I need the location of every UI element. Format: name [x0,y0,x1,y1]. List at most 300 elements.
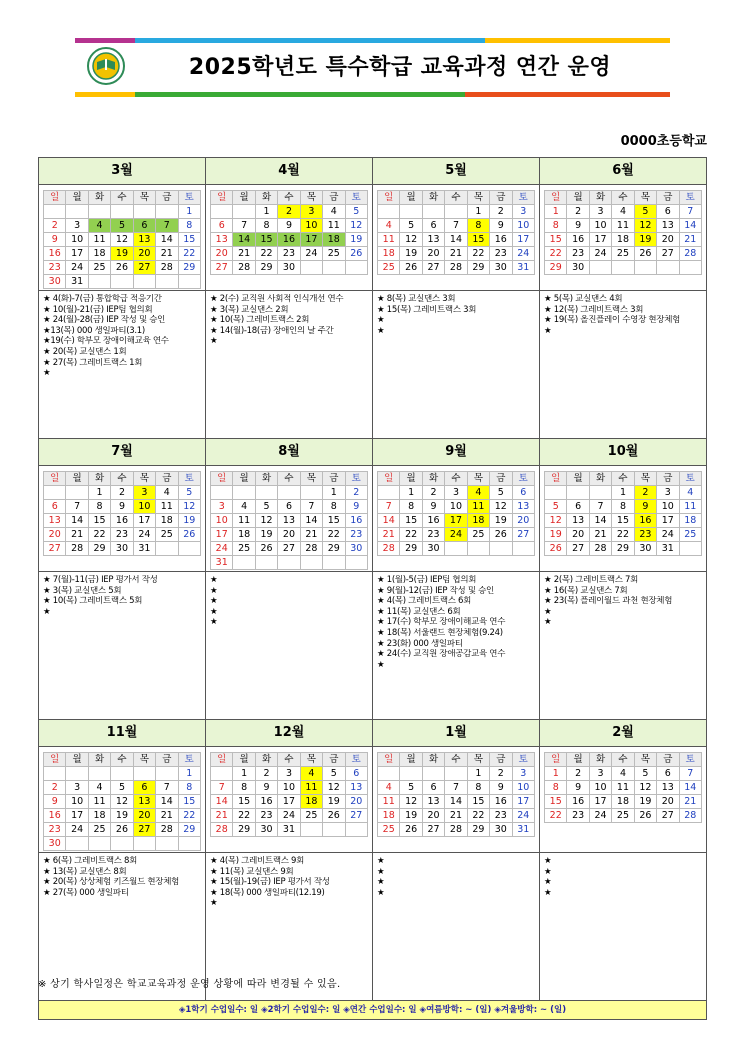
day-cell: 23 [255,809,277,823]
empty-day-cell [400,205,422,219]
weekday-header: 월 [400,191,422,205]
empty-day-cell [589,486,611,500]
day-cell: 17 [66,247,88,261]
day-cell: 8 [323,500,345,514]
day-cell: 7 [233,219,255,233]
day-cell: 29 [255,261,277,275]
day-cell: 19 [490,514,512,528]
empty-day-cell [300,556,322,570]
event-item: ★ 3(목) 교실댄스 2회 [210,304,289,315]
weekday-header: 수 [278,472,300,486]
weekday-header: 화 [422,472,444,486]
empty-day-cell [679,261,701,275]
day-cell: 8 [612,500,634,514]
empty-day-cell [233,205,255,219]
event-item: ★ [377,866,385,877]
day-cell: 27 [422,823,444,837]
day-cell: 18 [88,809,110,823]
weekday-header: 수 [278,753,300,767]
day-cell: 1 [178,205,200,219]
weekday-header: 금 [323,191,345,205]
day-cell: 6 [44,500,66,514]
day-cell: 25 [156,528,178,542]
day-cell: 4 [156,486,178,500]
empty-day-cell [300,486,322,500]
weekday-header: 수 [612,472,634,486]
event-item: ★ [377,877,385,888]
day-cell: 20 [133,809,155,823]
event-item: ★ [210,596,218,607]
day-cell: 26 [490,528,512,542]
day-cell: 23 [278,247,300,261]
event-item: ★ 11(목) 교실댄스 6회 [377,606,461,617]
event-item: ★13(목) 000 생일파티(3.1) [43,325,145,336]
day-cell: 19 [634,233,656,247]
day-cell: 3 [512,767,534,781]
day-cell: 26 [178,528,200,542]
weekday-header: 월 [66,191,88,205]
empty-day-cell [44,767,66,781]
mini-calendar [210,471,368,570]
annual-calendar [38,157,707,1020]
day-cell: 23 [44,823,66,837]
day-cell: 17 [512,795,534,809]
day-cell: 27 [512,528,534,542]
day-cell: 27 [567,542,589,556]
day-cell: 11 [88,795,110,809]
day-cell: 20 [512,514,534,528]
weekday-header: 목 [467,753,489,767]
day-cell: 27 [657,809,679,823]
day-cell: 10 [133,500,155,514]
day-cell: 30 [422,542,444,556]
day-cell: 2 [44,219,66,233]
event-item: ★ 9(월)-12(금) IEP 작성 및 승인 [377,585,494,596]
day-cell: 4 [679,486,701,500]
day-cell: 22 [467,247,489,261]
day-cell: 2 [634,486,656,500]
mini-calendar [377,752,535,837]
empty-day-cell [634,261,656,275]
day-cell: 15 [255,233,277,247]
day-cell: 13 [567,514,589,528]
day-cell: 9 [490,219,512,233]
empty-day-cell [467,542,489,556]
day-cell: 11 [378,795,400,809]
empty-day-cell [378,205,400,219]
day-cell: 8 [400,500,422,514]
weekday-header: 토 [512,472,534,486]
event-item: ★ [377,856,385,866]
month-header: 2월 [540,720,707,747]
day-cell: 9 [278,219,300,233]
day-cell: 30 [111,542,133,556]
day-cell: 25 [88,823,110,837]
weekday-header: 금 [490,472,512,486]
day-cell: 29 [88,542,110,556]
day-cell: 1 [467,205,489,219]
footnote: ※ 상기 학사일정은 학교교육과정 운영 상황에 따라 변경될 수 있음. [38,979,341,990]
day-cell: 11 [612,219,634,233]
day-cell: 9 [422,500,444,514]
day-cell: 16 [255,795,277,809]
empty-day-cell [323,556,345,570]
month-events-cell [373,291,540,439]
empty-day-cell [133,767,155,781]
day-cell: 13 [133,233,155,247]
day-cell: 1 [612,486,634,500]
day-cell: 12 [111,795,133,809]
day-cell: 5 [323,767,345,781]
day-cell: 23 [422,528,444,542]
day-cell: 22 [233,809,255,823]
weekday-header: 토 [178,472,200,486]
month-calendar-cell [206,185,373,291]
day-cell: 4 [378,219,400,233]
day-cell: 12 [634,219,656,233]
month-events-cell [206,291,373,439]
day-cell: 29 [323,542,345,556]
day-cell: 13 [422,233,444,247]
day-cell: 14 [589,514,611,528]
empty-day-cell [156,275,178,289]
day-cell: 24 [66,261,88,275]
day-cell: 16 [634,514,656,528]
day-cell: 10 [66,233,88,247]
event-item: ★ [544,856,552,866]
day-cell: 6 [657,205,679,219]
day-cell: 17 [300,233,322,247]
weekday-header: 일 [44,472,66,486]
day-cell: 30 [44,275,66,289]
event-item: ★ [43,606,51,617]
day-cell: 22 [88,528,110,542]
day-cell: 13 [657,781,679,795]
weekday-header: 토 [512,191,534,205]
event-item: ★ [544,617,552,628]
weekday-header: 금 [323,472,345,486]
day-cell: 31 [512,261,534,275]
day-cell: 5 [400,219,422,233]
day-cell: 24 [589,247,611,261]
weekday-header: 금 [156,753,178,767]
empty-day-cell [44,205,66,219]
empty-day-cell [589,261,611,275]
weekday-header: 토 [512,753,534,767]
day-cell: 2 [255,767,277,781]
weekday-header: 수 [111,753,133,767]
day-cell: 17 [211,528,233,542]
day-cell: 8 [88,500,110,514]
empty-day-cell [323,823,345,837]
month-header: 1월 [373,720,540,747]
day-cell: 7 [211,781,233,795]
month-header: 4월 [206,158,373,185]
day-cell: 11 [467,500,489,514]
empty-day-cell [490,542,512,556]
empty-day-cell [400,767,422,781]
event-item: ★ 17(수) 학부모 장애이해교육 연수 [377,617,506,628]
event-item: ★ 10(목) 그레비트랙스 2회 [210,315,310,326]
month-events-cell [206,572,373,720]
event-item: ★ 12(목) 그레비트랙스 3회 [544,304,644,315]
day-cell: 6 [133,781,155,795]
mini-calendar [544,752,702,823]
event-item: ★ [377,315,385,326]
day-cell: 22 [612,528,634,542]
day-cell: 13 [133,795,155,809]
day-cell: 22 [323,528,345,542]
day-cell: 28 [211,823,233,837]
weekday-header: 수 [612,191,634,205]
day-cell: 26 [345,247,367,261]
day-cell: 28 [300,542,322,556]
event-item: ★ [544,877,552,888]
day-cell: 16 [490,233,512,247]
weekday-header: 일 [545,753,567,767]
event-item: ★ 11(목) 교실댄스 9회 [210,866,294,877]
day-cell: 5 [255,500,277,514]
event-item: ★ 8(목) 교실댄스 3회 [377,294,456,304]
weekday-header: 금 [156,191,178,205]
day-cell: 30 [490,823,512,837]
day-cell: 11 [323,219,345,233]
weekday-header: 일 [211,753,233,767]
mini-calendar [43,471,201,556]
day-cell: 29 [467,261,489,275]
day-cell: 26 [545,542,567,556]
day-cell: 28 [156,261,178,275]
event-item: ★ 7(월)-11(금) IEP 평가서 작성 [43,575,158,585]
weekday-header: 일 [545,472,567,486]
day-cell: 15 [545,233,567,247]
day-cell: 15 [467,795,489,809]
event-item: ★ 13(목) 교실댄스 8회 [43,866,127,877]
weekday-header: 금 [657,191,679,205]
day-cell: 11 [612,781,634,795]
day-cell: 14 [300,514,322,528]
empty-day-cell [178,542,200,556]
day-cell: 11 [88,233,110,247]
day-cell: 7 [156,781,178,795]
day-cell: 28 [378,542,400,556]
day-cell: 21 [156,809,178,823]
day-cell: 29 [545,261,567,275]
day-cell: 27 [657,247,679,261]
school-days-summary: ◈1학기 수업일수: 일 ◈2학기 수업일수: 일 ◈연간 수업일수: 일 ◈여름방학: ~ (일) ◈겨울방학: ~ (일) [39,1001,707,1020]
day-cell: 23 [567,247,589,261]
empty-day-cell [278,556,300,570]
day-cell: 28 [66,542,88,556]
month-events-cell [540,853,707,1001]
day-cell: 20 [657,233,679,247]
day-cell: 23 [567,809,589,823]
day-cell: 24 [657,528,679,542]
day-cell: 22 [400,528,422,542]
day-cell: 4 [323,205,345,219]
day-cell: 24 [66,823,88,837]
day-cell: 29 [178,823,200,837]
day-cell: 9 [634,500,656,514]
empty-day-cell [88,275,110,289]
day-cell: 19 [400,809,422,823]
empty-day-cell [88,205,110,219]
day-cell: 14 [156,233,178,247]
day-cell: 25 [378,261,400,275]
day-cell: 29 [400,542,422,556]
weekday-header: 토 [178,191,200,205]
empty-day-cell [111,275,133,289]
day-cell: 29 [178,261,200,275]
empty-day-cell [178,275,200,289]
day-cell: 21 [156,247,178,261]
weekday-header: 화 [88,753,110,767]
day-cell: 5 [634,205,656,219]
weekday-header: 목 [133,191,155,205]
day-cell: 9 [44,233,66,247]
day-cell: 27 [345,809,367,823]
empty-day-cell [66,767,88,781]
weekday-header: 월 [66,753,88,767]
day-cell: 5 [111,219,133,233]
day-cell: 25 [467,528,489,542]
weekday-header: 화 [255,472,277,486]
empty-day-cell [88,767,110,781]
month-calendar-cell [540,747,707,853]
day-cell: 6 [422,781,444,795]
month-header: 7월 [39,439,206,466]
month-calendar-cell [206,466,373,572]
day-cell: 22 [178,247,200,261]
day-cell: 22 [545,247,567,261]
month-calendar-cell [373,747,540,853]
day-cell: 16 [567,795,589,809]
day-cell: 20 [278,528,300,542]
day-cell: 16 [490,795,512,809]
day-cell: 22 [545,809,567,823]
weekday-header: 수 [445,191,467,205]
day-cell: 10 [512,219,534,233]
day-cell: 15 [88,514,110,528]
day-cell: 6 [278,500,300,514]
day-cell: 4 [612,767,634,781]
event-item: ★ 2(수) 교직원 사회적 인식개선 연수 [210,294,344,304]
page-title: 2025학년도 특수학급 교육과정 연간 운영 [188,55,612,80]
weekday-header: 화 [422,753,444,767]
day-cell: 25 [378,823,400,837]
day-cell: 8 [467,781,489,795]
event-item: ★ [210,575,218,585]
day-cell: 12 [111,233,133,247]
day-cell: 4 [88,781,110,795]
day-cell: 25 [300,809,322,823]
empty-day-cell [300,823,322,837]
event-item: ★ [210,585,218,596]
weekday-header: 화 [255,191,277,205]
day-cell: 12 [255,514,277,528]
weekday-header: 화 [88,191,110,205]
day-cell: 5 [490,486,512,500]
day-cell: 10 [657,500,679,514]
day-cell: 10 [300,219,322,233]
event-item: ★ 3(목) 교실댄스 5회 [43,585,122,596]
day-cell: 25 [233,542,255,556]
day-cell: 12 [400,795,422,809]
day-cell: 5 [400,781,422,795]
event-item: ★ [210,606,218,617]
day-cell: 18 [88,247,110,261]
day-cell: 8 [233,781,255,795]
mini-calendar [210,752,368,837]
event-item: ★ 20(목) 교실댄스 1회 [43,346,127,357]
day-cell: 12 [545,514,567,528]
day-cell: 8 [545,219,567,233]
day-cell: 13 [44,514,66,528]
day-cell: 30 [567,261,589,275]
day-cell: 17 [66,809,88,823]
day-cell: 10 [589,781,611,795]
empty-day-cell [378,767,400,781]
day-cell: 2 [490,767,512,781]
day-cell: 18 [378,247,400,261]
day-cell: 24 [589,809,611,823]
weekday-header: 일 [378,472,400,486]
day-cell: 2 [490,205,512,219]
day-cell: 25 [679,528,701,542]
day-cell: 31 [66,275,88,289]
empty-day-cell [278,486,300,500]
event-item: ★ 23(목) 플레이월드 과천 현장체험 [544,596,673,607]
school-logo-icon [86,46,126,86]
day-cell: 20 [211,247,233,261]
day-cell: 28 [445,823,467,837]
weekday-header: 금 [657,472,679,486]
day-cell: 19 [400,247,422,261]
empty-day-cell [567,486,589,500]
event-item: ★ [544,887,552,898]
empty-day-cell [233,486,255,500]
day-cell: 3 [66,219,88,233]
month-header: 11월 [39,720,206,747]
day-cell: 27 [278,542,300,556]
day-cell: 17 [657,514,679,528]
event-item: ★ 2(목) 그레비트랙스 7회 [544,575,639,585]
day-cell: 29 [233,823,255,837]
mini-calendar [43,752,201,851]
day-cell: 8 [467,219,489,233]
event-item: ★ 20(목) 상상체험 키즈월드 현장체험 [43,877,180,888]
day-cell: 18 [378,809,400,823]
day-cell: 14 [679,219,701,233]
event-item: ★ 23(화) 000 생일파티 [377,638,463,649]
weekday-header: 월 [400,753,422,767]
empty-day-cell [345,261,367,275]
day-cell: 23 [44,261,66,275]
event-item: ★ 16(목) 교실댄스 7회 [544,585,628,596]
day-cell: 7 [679,767,701,781]
day-cell: 3 [133,486,155,500]
day-cell: 18 [679,514,701,528]
day-cell: 7 [445,219,467,233]
day-cell: 29 [612,542,634,556]
day-cell: 27 [44,542,66,556]
day-cell: 29 [467,823,489,837]
day-cell: 1 [467,767,489,781]
day-cell: 26 [400,261,422,275]
month-header: 5월 [373,158,540,185]
day-cell: 25 [612,809,634,823]
weekday-header: 월 [233,472,255,486]
